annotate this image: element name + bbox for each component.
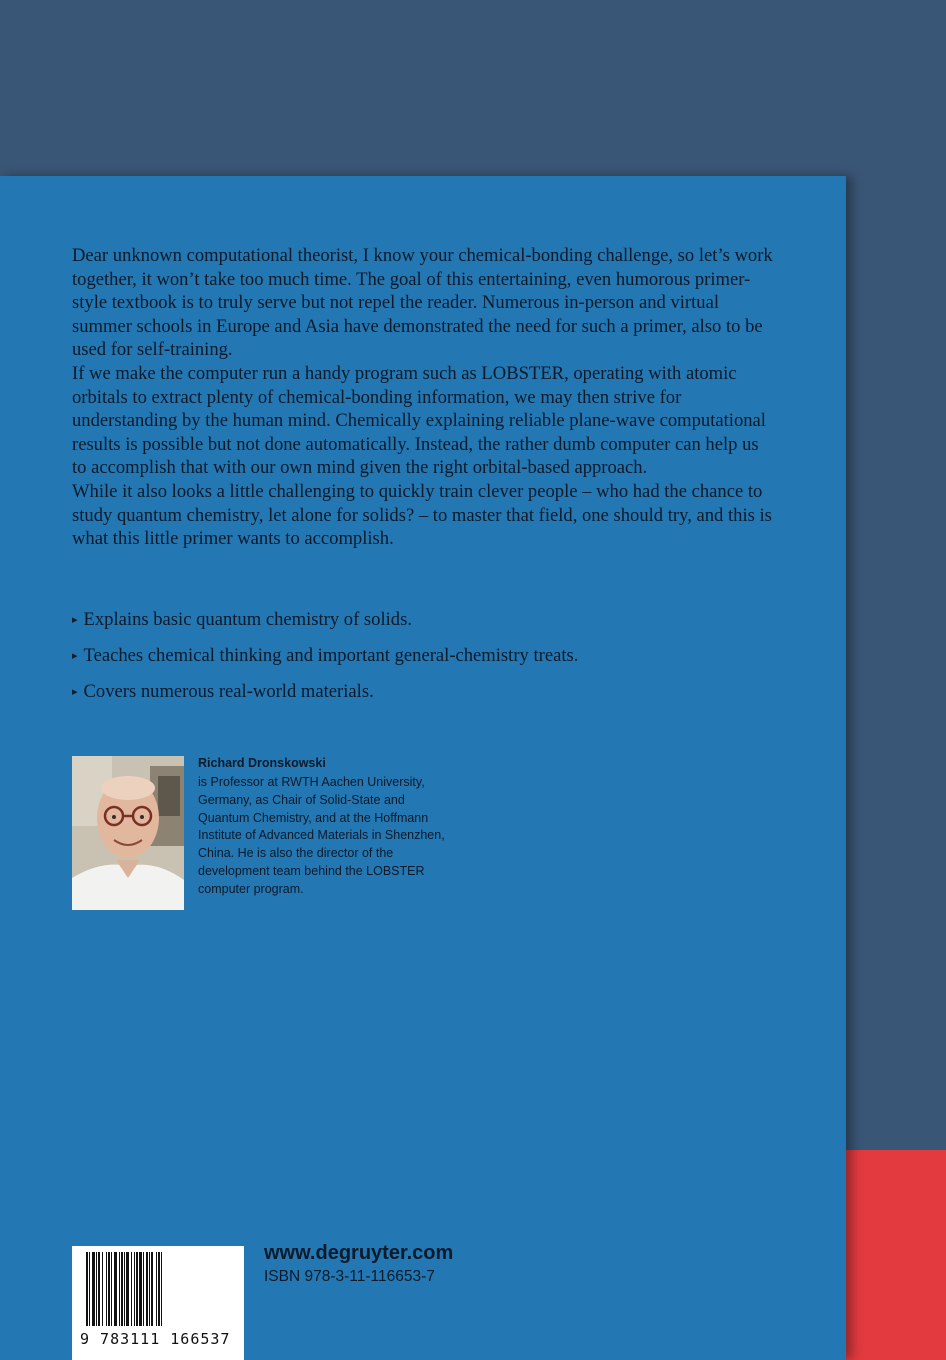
barcode-bar — [158, 1252, 160, 1326]
red-accent-tab — [846, 1150, 946, 1360]
blurb-paragraph: Dear unknown computational theorist, I know your chemical-bonding challenge, so let’s work together, it won’t take too much time. The goal of this entertaining, even humorous primer-style textbook is to truly serve but not repel the reader. Numerous in-person and virtual summer schools in Europe and Asia have demonstrated the need for such a primer, also to be used for self-training. — [72, 245, 773, 361]
feature-item — [72, 680, 777, 704]
back-cover — [0, 176, 846, 1360]
feature-list — [72, 608, 777, 716]
barcode-bar — [102, 1252, 103, 1326]
barcode-bar — [106, 1252, 107, 1326]
feature-text: Covers numerous real-world materials. — [83, 681, 374, 702]
triangle-bullet-icon: ▸ — [72, 650, 78, 662]
blurb-paragraph: While it also looks a little challenging to quickly train clever people – who had the chance to study quantum chemistry, let alone for solids? – to master that field, one should try, and this is what this little primer wants to accomplish. — [72, 480, 772, 550]
barcode-bars — [72, 1246, 244, 1330]
barcode-bar — [121, 1252, 123, 1326]
blurb-paragraph: If we make the computer run a handy program such as LOBSTER, operating with atomic orbitals to extract plenty of chemical-bonding information, we may then strive for understanding by the human mind. Chemically explaining reliable plane-wave computational results is possible but not done automatically. Instead, the rather dumb computer can help us to accomplish that with our own mind given the right orbital-based approach. — [72, 362, 766, 479]
isbn-text: ISBN 978-3-11-116653-7 — [264, 1268, 435, 1285]
barcode-bar — [136, 1252, 138, 1326]
author-photo — [72, 756, 184, 910]
barcode-bar — [149, 1252, 150, 1326]
barcode-bar — [126, 1252, 129, 1326]
barcode-bar — [108, 1252, 110, 1326]
feature-item — [72, 608, 777, 632]
barcode-bar — [124, 1252, 125, 1326]
barcode-bar — [111, 1252, 112, 1326]
feature-text: Explains basic quantum chemistry of solids. — [83, 609, 412, 630]
feature-text: Teaches chemical thinking and important general-chemistry treats. — [83, 645, 579, 666]
publisher-website: www.degruyter.com — [264, 1242, 454, 1264]
barcode-bar — [161, 1252, 162, 1326]
barcode-bar — [86, 1252, 88, 1326]
barcode-bar — [96, 1252, 97, 1326]
feature-item — [72, 644, 777, 668]
author-name: Richard Dronskowski — [198, 756, 326, 770]
barcode-bar — [89, 1252, 90, 1326]
barcode-number: 9 783111 166537 — [80, 1330, 231, 1348]
barcode-bar — [114, 1252, 117, 1326]
barcode-bar — [131, 1252, 132, 1326]
author-bio: is Professor at RWTH Aachen University, Germany, as Chair of Solid-State and Quantum Chemistry, and at the Hoffmann Institute of Advanced Materials in Shenzhen, China. He is also the director of the development team behind the LOBSTER computer program. — [198, 775, 445, 896]
barcode-bar — [98, 1252, 100, 1326]
barcode-bar — [151, 1252, 153, 1326]
barcode-bar — [156, 1252, 157, 1326]
triangle-bullet-icon: ▸ — [72, 686, 78, 698]
barcode-bar — [146, 1252, 148, 1326]
barcode-bar — [134, 1252, 135, 1326]
blurb-text — [72, 244, 777, 551]
triangle-bullet-icon: ▸ — [72, 614, 78, 626]
barcode-bar — [139, 1252, 142, 1326]
isbn-barcode — [72, 1246, 244, 1360]
barcode-bar — [119, 1252, 120, 1326]
barcode-bar — [92, 1252, 95, 1326]
barcode-bar — [143, 1252, 144, 1326]
